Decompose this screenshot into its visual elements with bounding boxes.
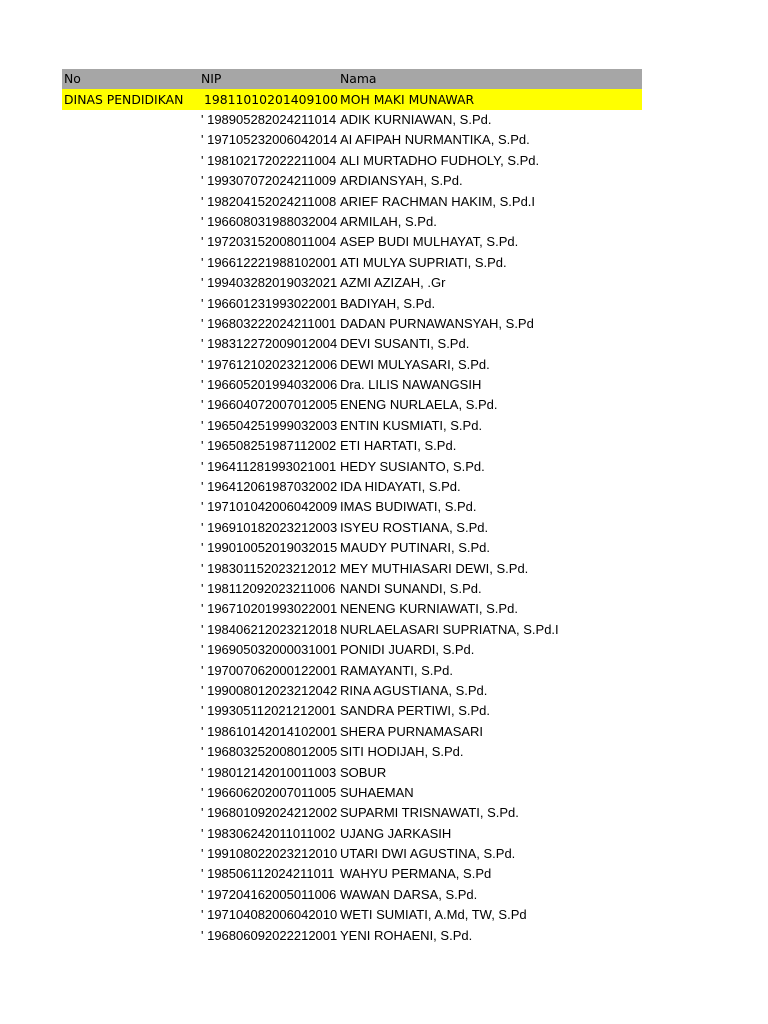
cell-nip[interactable]: ' 198312272009012004 <box>201 336 338 352</box>
cell-nip[interactable]: ' 198112092023211006 <box>201 580 336 596</box>
table-row <box>62 518 642 538</box>
table-row <box>62 905 642 925</box>
cell-nip[interactable]: ' 197101042006042009 <box>201 499 338 515</box>
table-row <box>62 334 642 354</box>
header-nip[interactable]: NIP <box>201 71 222 86</box>
table-row <box>62 395 642 415</box>
cell-nip[interactable]: ' 197104082006042010 <box>201 907 338 923</box>
cell-nama[interactable]: IDA HIDAYATI, S.Pd. <box>340 479 461 495</box>
table-row <box>62 885 642 905</box>
table-row <box>62 599 642 619</box>
cell-nama[interactable]: SOBUR <box>340 764 387 780</box>
table-row <box>62 314 642 334</box>
cell-nama[interactable]: RAMAYANTI, S.Pd. <box>340 662 453 678</box>
cell-nama[interactable]: SHERA PURNAMASARI <box>340 723 484 739</box>
table-row <box>62 763 642 783</box>
cell-nama[interactable]: NANDI SUNANDI, S.Pd. <box>340 580 482 596</box>
cell-nama[interactable]: WAWAN DARSA, S.Pd. <box>340 886 478 902</box>
table-row <box>62 355 642 375</box>
cell-nama[interactable]: MOH MAKI MUNAWAR <box>340 92 475 107</box>
highlighted-row <box>62 89 642 110</box>
table-body <box>62 110 642 946</box>
cell-nip[interactable]: ' 197203152008011004 <box>201 234 337 250</box>
table-row <box>62 436 642 456</box>
cell-nama[interactable]: YENI ROHAENI, S.Pd. <box>340 927 473 943</box>
cell-nip[interactable]: ' 197612102023212006 <box>201 356 338 372</box>
cell-nip[interactable]: ' 196604072007012005 <box>201 397 338 413</box>
table-row <box>62 620 642 640</box>
cell-nip[interactable]: ' 196411281993021001 <box>201 458 337 474</box>
cell-nama[interactable]: WETI SUMIATI, A.Md, TW, S.Pd <box>340 907 527 923</box>
cell-nama[interactable]: DEVI SUSANTI, S.Pd. <box>340 336 470 352</box>
cell-nip[interactable]: ' 198506112024211011 <box>201 866 335 882</box>
cell-nip[interactable]: ' 196605201994032006 <box>201 377 338 393</box>
cell-nip[interactable]: ' 196905032000031001 <box>201 642 338 658</box>
table-row <box>62 559 642 579</box>
cell-nama[interactable]: ALI MURTADHO FUDHOLY, S.Pd. <box>340 152 540 168</box>
cell-nama[interactable]: AZMI AZIZAH, .Gr <box>340 275 446 291</box>
table-row <box>62 171 642 191</box>
cell-nip[interactable]: ' 196806092022212001 <box>201 927 338 943</box>
table-row <box>62 803 642 823</box>
cell-nip[interactable]: ' 199305112021212001 <box>201 703 337 719</box>
cell-nip[interactable]: ' 198301152023212012 <box>201 560 337 576</box>
table-row <box>62 864 642 884</box>
cell-nip[interactable]: ' 198012142010011003 <box>201 764 337 780</box>
cell-nip[interactable]: ' 197105232006042014 <box>201 132 338 148</box>
cell-nama[interactable]: ADIK KURNIAWAN, S.Pd. <box>340 112 492 127</box>
cell-nama[interactable]: RINA AGUSTIANA, S.Pd. <box>340 682 488 698</box>
table-row <box>62 110 642 130</box>
table-row <box>62 640 642 660</box>
table-row <box>62 538 642 558</box>
cell-nama[interactable]: BADIYAH, S.Pd. <box>340 295 436 311</box>
cell-nama[interactable]: DADAN PURNAWANSYAH, S.Pd <box>340 315 534 331</box>
cell-nip[interactable]: ' 198610142014102001 <box>201 723 338 739</box>
table-row <box>62 579 642 599</box>
table-row <box>62 844 642 864</box>
cell-nama[interactable]: ETI HARTATI, S.Pd. <box>340 438 457 454</box>
cell-nama[interactable]: NURLAELASARI SUPRIATNA, S.Pd.I <box>340 621 559 637</box>
cell-nama[interactable]: UTARI DWI AGUSTINA, S.Pd. <box>340 846 516 862</box>
cell-nama[interactable]: SUPARMI TRISNAWATI, S.Pd. <box>340 805 519 821</box>
table-row <box>62 681 642 701</box>
table-row <box>62 661 642 681</box>
table-row <box>62 477 642 497</box>
cell-nama[interactable]: ISYEU ROSTIANA, S.Pd. <box>340 519 489 535</box>
cell-nama[interactable]: MEY MUTHIASARI DEWI, S.Pd. <box>340 560 529 576</box>
cell-nama[interactable]: ENENG NURLAELA, S.Pd. <box>340 397 498 413</box>
table-row <box>62 294 642 314</box>
cell-nama[interactable]: ARIEF RACHMAN HAKIM, S.Pd.I <box>340 193 536 209</box>
cell-nama[interactable]: UJANG JARKASIH <box>340 825 452 841</box>
cell-nip[interactable]: ' 198306242011011002 <box>201 825 336 841</box>
cell-nip[interactable]: ' 199108022023212010 <box>201 846 338 862</box>
cell-nama[interactable]: AI AFIPAH NURMANTIKA, S.Pd. <box>340 132 530 148</box>
header-no[interactable]: No <box>64 71 81 86</box>
cell-nip[interactable]: ' 199307072024211009 <box>201 173 337 189</box>
table-row <box>62 457 642 477</box>
cell-nip[interactable]: ' 199008012023212042 <box>201 682 338 698</box>
cell-nip[interactable]: ' 196910182023212003 <box>201 519 338 535</box>
spreadsheet-table <box>62 69 642 946</box>
cell-nip[interactable]: ' 196606202007011005 <box>201 784 337 800</box>
table-row <box>62 192 642 212</box>
table-row <box>62 783 642 803</box>
cell-nama[interactable]: NENENG KURNIAWATI, S.Pd. <box>340 601 518 617</box>
cell-nip[interactable]: ' 197007062000122001 <box>201 662 338 678</box>
table-row <box>62 212 642 232</box>
table-header-row <box>62 69 642 89</box>
cell-nama[interactable]: PONIDI JUARDI, S.Pd. <box>340 642 475 658</box>
table-row <box>62 824 642 844</box>
cell-nip[interactable]: ' 196608031988032004 <box>201 213 338 229</box>
table-row <box>62 416 642 436</box>
cell-nip[interactable]: ' 198406212023212018 <box>201 621 338 637</box>
cell-nama[interactable]: ATI MULYA SUPRIATI, S.Pd. <box>340 254 507 270</box>
header-nama[interactable]: Nama <box>340 71 377 86</box>
cell-nama[interactable]: ENTIN KUSMIATI, S.Pd. <box>340 417 483 433</box>
cell-nip[interactable]: ' 196412061987032002 <box>201 479 338 495</box>
cell-nama[interactable]: SANDRA PERTIWI, S.Pd. <box>340 703 491 719</box>
cell-department[interactable]: DINAS PENDIDIKAN <box>64 92 184 107</box>
cell-nama[interactable]: SUHAEMAN <box>340 784 414 800</box>
cell-nip[interactable]: ' 199403282019032021 <box>201 275 338 291</box>
cell-nip[interactable]: ' 198204152024211008 <box>201 193 337 209</box>
cell-nip[interactable]: ' 196803222024211001 <box>201 315 337 331</box>
table-row <box>62 497 642 517</box>
table-row <box>62 253 642 273</box>
cell-nip[interactable]: ' 199010052019032015 <box>201 540 338 556</box>
cell-nama[interactable]: MAUDY PUTINARI, S.Pd. <box>340 540 491 556</box>
cell-nip[interactable]: ' 198102172022211004 <box>201 152 337 168</box>
cell-nama[interactable]: ARMILAH, S.Pd. <box>340 213 437 229</box>
cell-nip[interactable]: ' 196601231993022001 <box>201 295 338 311</box>
cell-nip[interactable]: ' 196801092024212002 <box>201 805 338 821</box>
table-row <box>62 926 642 946</box>
cell-nip[interactable]: ' 196508251987112002 <box>201 438 337 454</box>
cell-nip[interactable]: ' 196504251999032003 <box>201 417 338 433</box>
cell-nip[interactable]: ' 197204162005011006 <box>201 886 337 902</box>
cell-nama[interactable]: IMAS BUDIWATI, S.Pd. <box>340 499 477 515</box>
cell-nip[interactable]: ' 196612221988102001 <box>201 254 338 270</box>
table-row <box>62 742 642 762</box>
cell-nama[interactable]: Dra. LILIS NAWANGSIH <box>340 377 482 393</box>
table-row <box>62 151 642 171</box>
cell-nama[interactable]: WAHYU PERMANA, S.Pd <box>340 866 492 882</box>
cell-nama[interactable]: HEDY SUSIANTO, S.Pd. <box>340 458 485 474</box>
table-row <box>62 273 642 293</box>
table-row <box>62 232 642 252</box>
table-row <box>62 722 642 742</box>
table-row <box>62 701 642 721</box>
cell-nama[interactable]: ARDIANSYAH, S.Pd. <box>340 173 463 189</box>
cell-nip[interactable]: ' 196803252008012005 <box>201 744 338 760</box>
cell-nip[interactable]: 19811010201409100 <box>204 92 339 107</box>
cell-nama[interactable]: ASEP BUDI MULHAYAT, S.Pd. <box>340 234 519 250</box>
cell-nip[interactable]: ' 196710201993022001 <box>201 601 338 617</box>
table-row <box>62 375 642 395</box>
cell-nip[interactable]: ' 198905282024211014 <box>201 112 337 127</box>
table-row <box>62 130 642 150</box>
cell-nama[interactable]: SITI HODIJAH, S.Pd. <box>340 744 464 760</box>
cell-nama[interactable]: DEWI MULYASARI, S.Pd. <box>340 356 490 372</box>
